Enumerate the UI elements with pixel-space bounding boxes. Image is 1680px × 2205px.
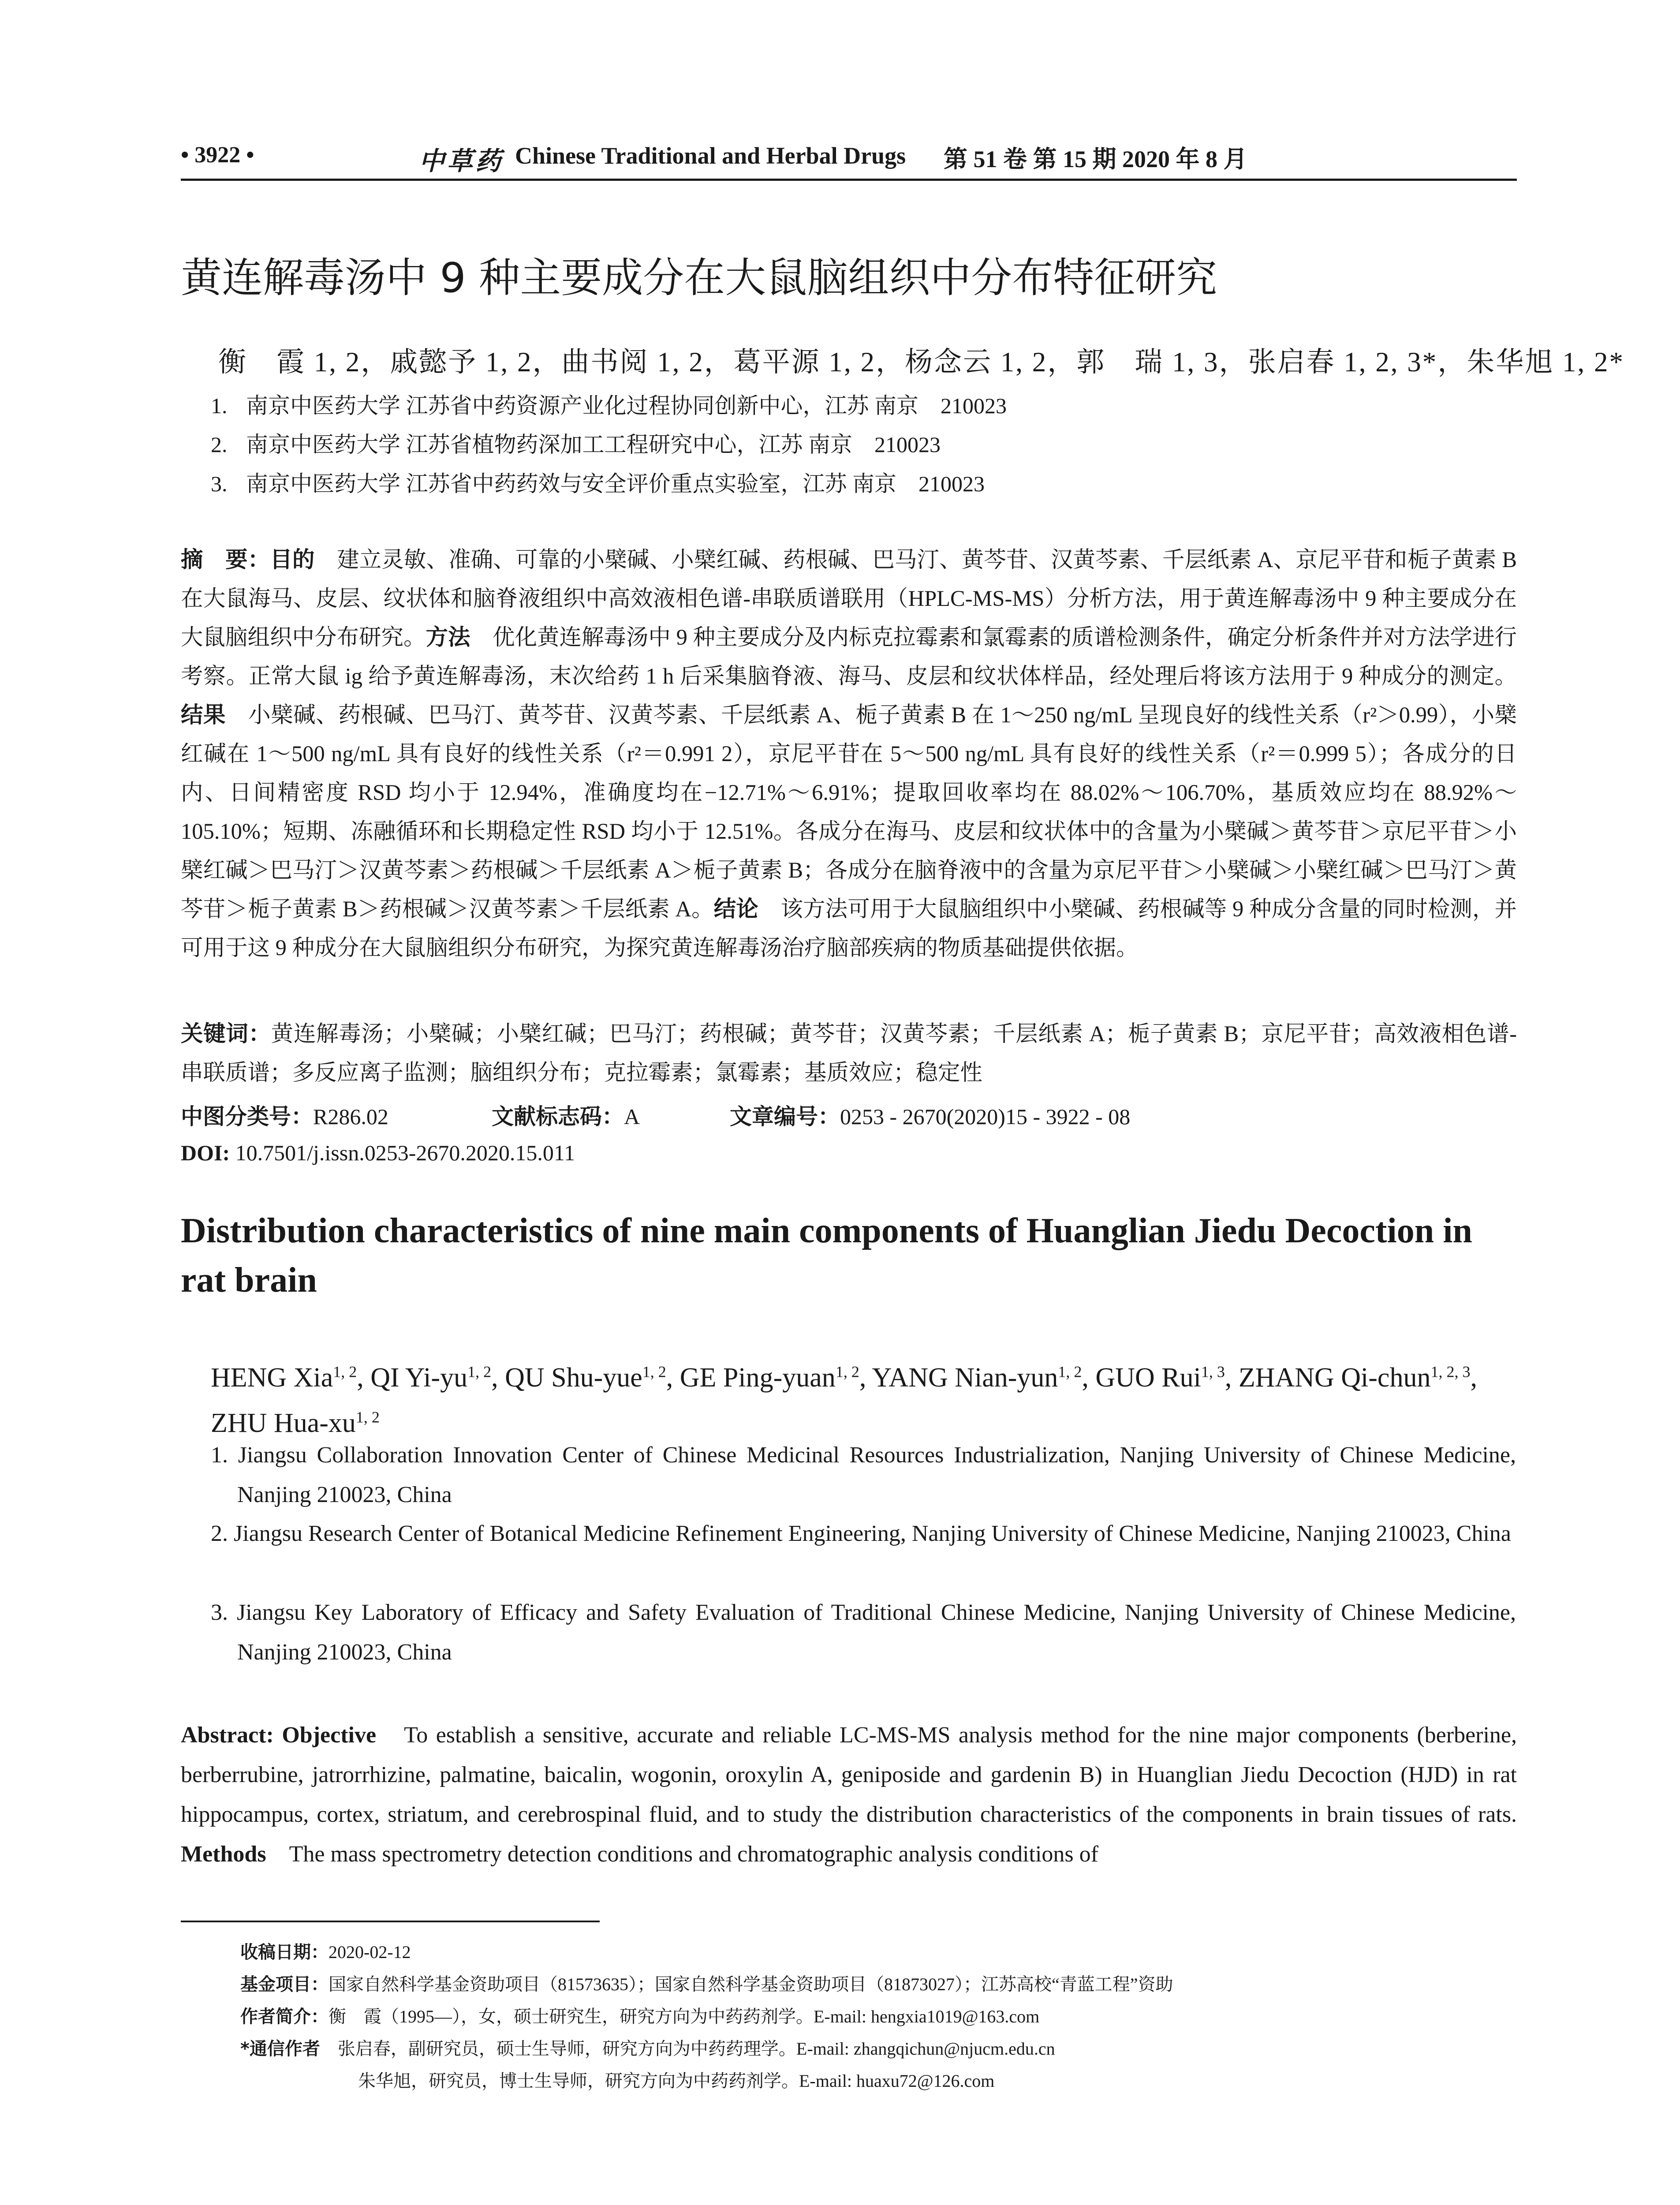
footnote-author [240,2003,1039,2028]
affiliation-en-3: 3. Jiangsu Key Laboratory of Efficacy and Safety Evaluation of Traditional Chinese Medicine, Nanjing University of Chinese Medicine, Nanjing 210023, China [211,1600,1516,1665]
affiliation-cn-1 [211,388,1007,420]
abstract-en-label: Abstract: [181,1723,282,1748]
article-number [730,1099,1130,1131]
received-label: 收稿日期： [240,1942,329,1962]
header-rule [181,179,1517,181]
keywords-label: 关键词： [181,1020,271,1046]
methods-en-text: The mass spectrometry detection conditions and chromatographic analysis conditions of [266,1842,1098,1867]
methods-label: 方法 [426,624,470,650]
author-label: 作者简介： [240,2007,329,2027]
footnote-fund [240,1970,1173,1996]
objective-text: 建立灵敏、准确、可靠的小檗碱、小檗红碱、药根碱、巴马汀、黄芩苷、汉黄芩素、千层纸素 A、京尼平苷和栀子黄素 B 在大鼠海马、皮层、纹状体和脑脊液组织中高效液相色谱-串联质谱联用（HPLC-MS-MS）分析方法，用于黄连解毒汤中 9 种主要成分在大鼠脑组织中分布研究。 [181,547,1517,650]
results-text: 小檗碱、药根碱、巴马汀、黄芩苷、汉黄芩素、千层纸素 A、栀子黄素 B 在 1～250 ng/mL 呈现良好的线性关系（r²＞0.99），小檗红碱在 1～500 ng/mL 具有良好的线性关系（r²＝0.991 2），京尼平苷在 5～500 ng/mL 具有良好的线性关系（r²＝0.999 5）；各成分的日内、日间精密度 RSD 均小于 12.94%，准确度均在−12.71%～6.91%；提取回收率均在 88.02%～106.70%，基质效应均在 88.92%～105.10%；短期、冻融循环和长期稳定性 RSD 均小于 12.51%。各成分在海马、皮层和纹状体中的含量为小檗碱＞黄芩苷＞京尼平苷＞小檗红碱＞巴马汀＞汉黄芩素＞药根碱＞千层纸素 A＞栀子黄素 B；各成分在脑脊液中的含量为京尼平苷＞小檗碱＞小檗红碱＞巴马汀＞黄芩苷＞栀子黄素 B＞药根碱＞汉黄芩素＞千层纸素 A。 [181,703,1517,921]
affiliation-num: 1. [211,393,228,418]
abstract-en [181,1715,1517,1874]
journal-name-cn: 中草药 [419,147,504,176]
affiliation-text: 南京中医药大学 江苏省中药资源产业化过程协同创新中心，江苏 南京 210023 [246,393,1007,418]
article-label: 文章编号： [730,1104,840,1129]
fund-label: 基金项目： [240,1974,329,1995]
affiliation-cn-3 [211,466,985,498]
fund-value: 国家自然科学基金资助项目（81573635）；国家自然科学基金资助项目（81873027）；江苏高校“青蓝工程”资助 [329,1974,1173,1994]
abstract-label: 摘 要： [181,546,270,572]
affiliation-cn-2 [211,427,941,459]
article-value: 0253 - 2670(2020)15 - 3922 - 08 [840,1104,1131,1129]
footnote-corresponding-2: 朱华旭，研究员，博士生导师，研究方向为中药药剂学。E-mail: huaxu72@126.com [358,2071,995,2091]
affiliation-en-1: 1. Jiangsu Collaboration Innovation Center of Chinese Medicinal Resources Industrialization, Nanjing University of Chinese Medicine, Nanjing 210023, China [211,1443,1516,1507]
clc-label: 中图分类号： [181,1104,313,1129]
authors-cn: 衡 霞 1, 2，戚懿予 1, 2，曲书阅 1, 2，葛平源 1, 2，杨念云 1, 2，郭 瑞 1, 3，张启春 1, 2, 3*，朱华旭 1, 2* [218,347,1624,377]
received-value: 2020-02-12 [329,1942,411,1962]
classification-line [181,1099,388,1131]
doi-line [181,1140,575,1166]
footnote-received [240,1938,411,1963]
author-en: QU Shu-yue$^{1, 2}$ [505,1362,666,1393]
author-value: 衡 霞（1995—），女，硕士研究生，研究方向为中药药剂学。E-mail: hengxia1019@163.com [329,2007,1040,2026]
author-en: GUO Rui$^{1, 3}$ [1095,1362,1225,1393]
objective-en-text: To establish a sensitive, accurate and reliable LC-MS-MS analysis method for the nine major components (berberine, berberrubine, jatrorrhizine, palmatine, baicalin, wogonin, oroxylin A, geniposide and gardenin B) in Huanglian Jiedu Decoction (HJD) in rat hippocampus, cortex, striatum, and cerebrospinal fluid, and to study the distribution characteristics of the components in brain tissues of rats. [181,1723,1517,1827]
doi-value: 10.7501/j.issn.0253-2670.2020.15.011 [235,1140,575,1165]
issue-info: 第 51 卷 第 15 期 2020 年 8 月 [944,146,1247,172]
footnote-rule [181,1921,600,1922]
objective-en-label: Objective [282,1723,377,1748]
author-en: QI Yi-yu$^{1, 2}$ [370,1362,492,1393]
journal-name-en: Chinese Traditional and Herbal Drugs [515,142,906,169]
keywords-text: 黄连解毒汤；小檗碱；小檗红碱；巴马汀；药根碱；黄芩苷；汉黄芩素；千层纸素 A；栀子黄素 B；京尼平苷；高效液相色谱-串联质谱；多反应离子监测；脑组织分布；克拉霉素；氯霉素；基质效应；稳定性 [181,1021,1517,1085]
doc-label: 文献标志码： [492,1104,624,1129]
authors-en: HENG Xia$^{1, 2}$, QI Yi-yu$^{1, 2}$, QU Shu-yue$^{1, 2}$, GE Ping-yuan$^{1, 2}$, YANG Nian-yun$^{1, 2}$, GUO Rui$^{1, 3}$, ZHANG Qi-chun$^{1, 2, 3}$, ZHU Hua-xu$^{1, 2}$ [211,1362,1477,1439]
article-title-en: Distribution characteristics of nine main components of Huanglian Jiedu Decoction in rat brain [181,1211,1472,1300]
abstract-cn [181,540,1517,967]
article-title-cn: 黄连解毒汤中 9 种主要成分在大鼠脑组织中分布特征研究 [181,254,1217,302]
methods-en-label: Methods [181,1842,266,1867]
keywords-cn [181,1014,1517,1092]
clc-value: R286.02 [313,1104,388,1129]
affiliation-num: 3. [211,471,228,496]
conclusion-label: 结论 [713,896,758,922]
methods-text: 优化黄连解毒汤中 9 种主要成分及内标克拉霉素和氯霉素的质谱检测条件，确定分析条件并对方法学进行考察。正常大鼠 ig 给予黄连解毒汤，末次给药 1 h 后采集脑脊液、海马、皮层和纹状体样品，经处理后将该方法用于 9 种成分的测定。 [181,625,1517,688]
objective-label: 目的 [270,546,315,572]
affiliation-text: 南京中医药大学 江苏省中药药效与安全评价重点实验室，江苏 南京 210023 [246,471,985,496]
author-en: ZHANG Qi-chun$^{1, 2, 3}$ [1238,1362,1471,1393]
author-en: ZHU Hua-xu$^{1, 2}$ [211,1408,380,1439]
author-en: HENG Xia$^{1, 2}$ [211,1362,357,1393]
corresponding-label: *通信作者 [240,2039,338,2059]
doc-code [492,1099,640,1131]
affiliation-text: 南京中医药大学 江苏省植物药深加工工程研究中心，江苏 南京 210023 [246,432,941,457]
affiliation-en-2: 2. Jiangsu Research Center of Botanical Medicine Refinement Engineering, Nanjing University of Chinese Medicine, Nanjing 210023, China [211,1521,1511,1546]
footnote-corresponding-1 [240,2035,1055,2060]
conclusion-text: 该方法可用于大鼠脑组织中小檗碱、药根碱等 9 种成分含量的同时检测，并可用于这 9 种成分在大鼠脑组织分布研究，为探究黄连解毒汤治疗脑部疾病的物质基础提供依据。 [181,897,1517,960]
author-en: GE Ping-yuan$^{1, 2}$ [679,1362,859,1393]
affiliation-num: 2. [211,432,228,457]
doc-value: A [624,1104,640,1129]
author-en: YANG Nian-yun$^{1, 2}$ [872,1362,1082,1393]
results-label: 结果 [181,702,226,728]
corresponding-value-1: 张启春，副研究员，硕士生导师，研究方向为中药药理学。E-mail: zhangqichun@njucm.edu.cn [337,2039,1055,2059]
page-number: • 3922 • [181,142,254,168]
doi-label: DOI: [181,1140,235,1165]
